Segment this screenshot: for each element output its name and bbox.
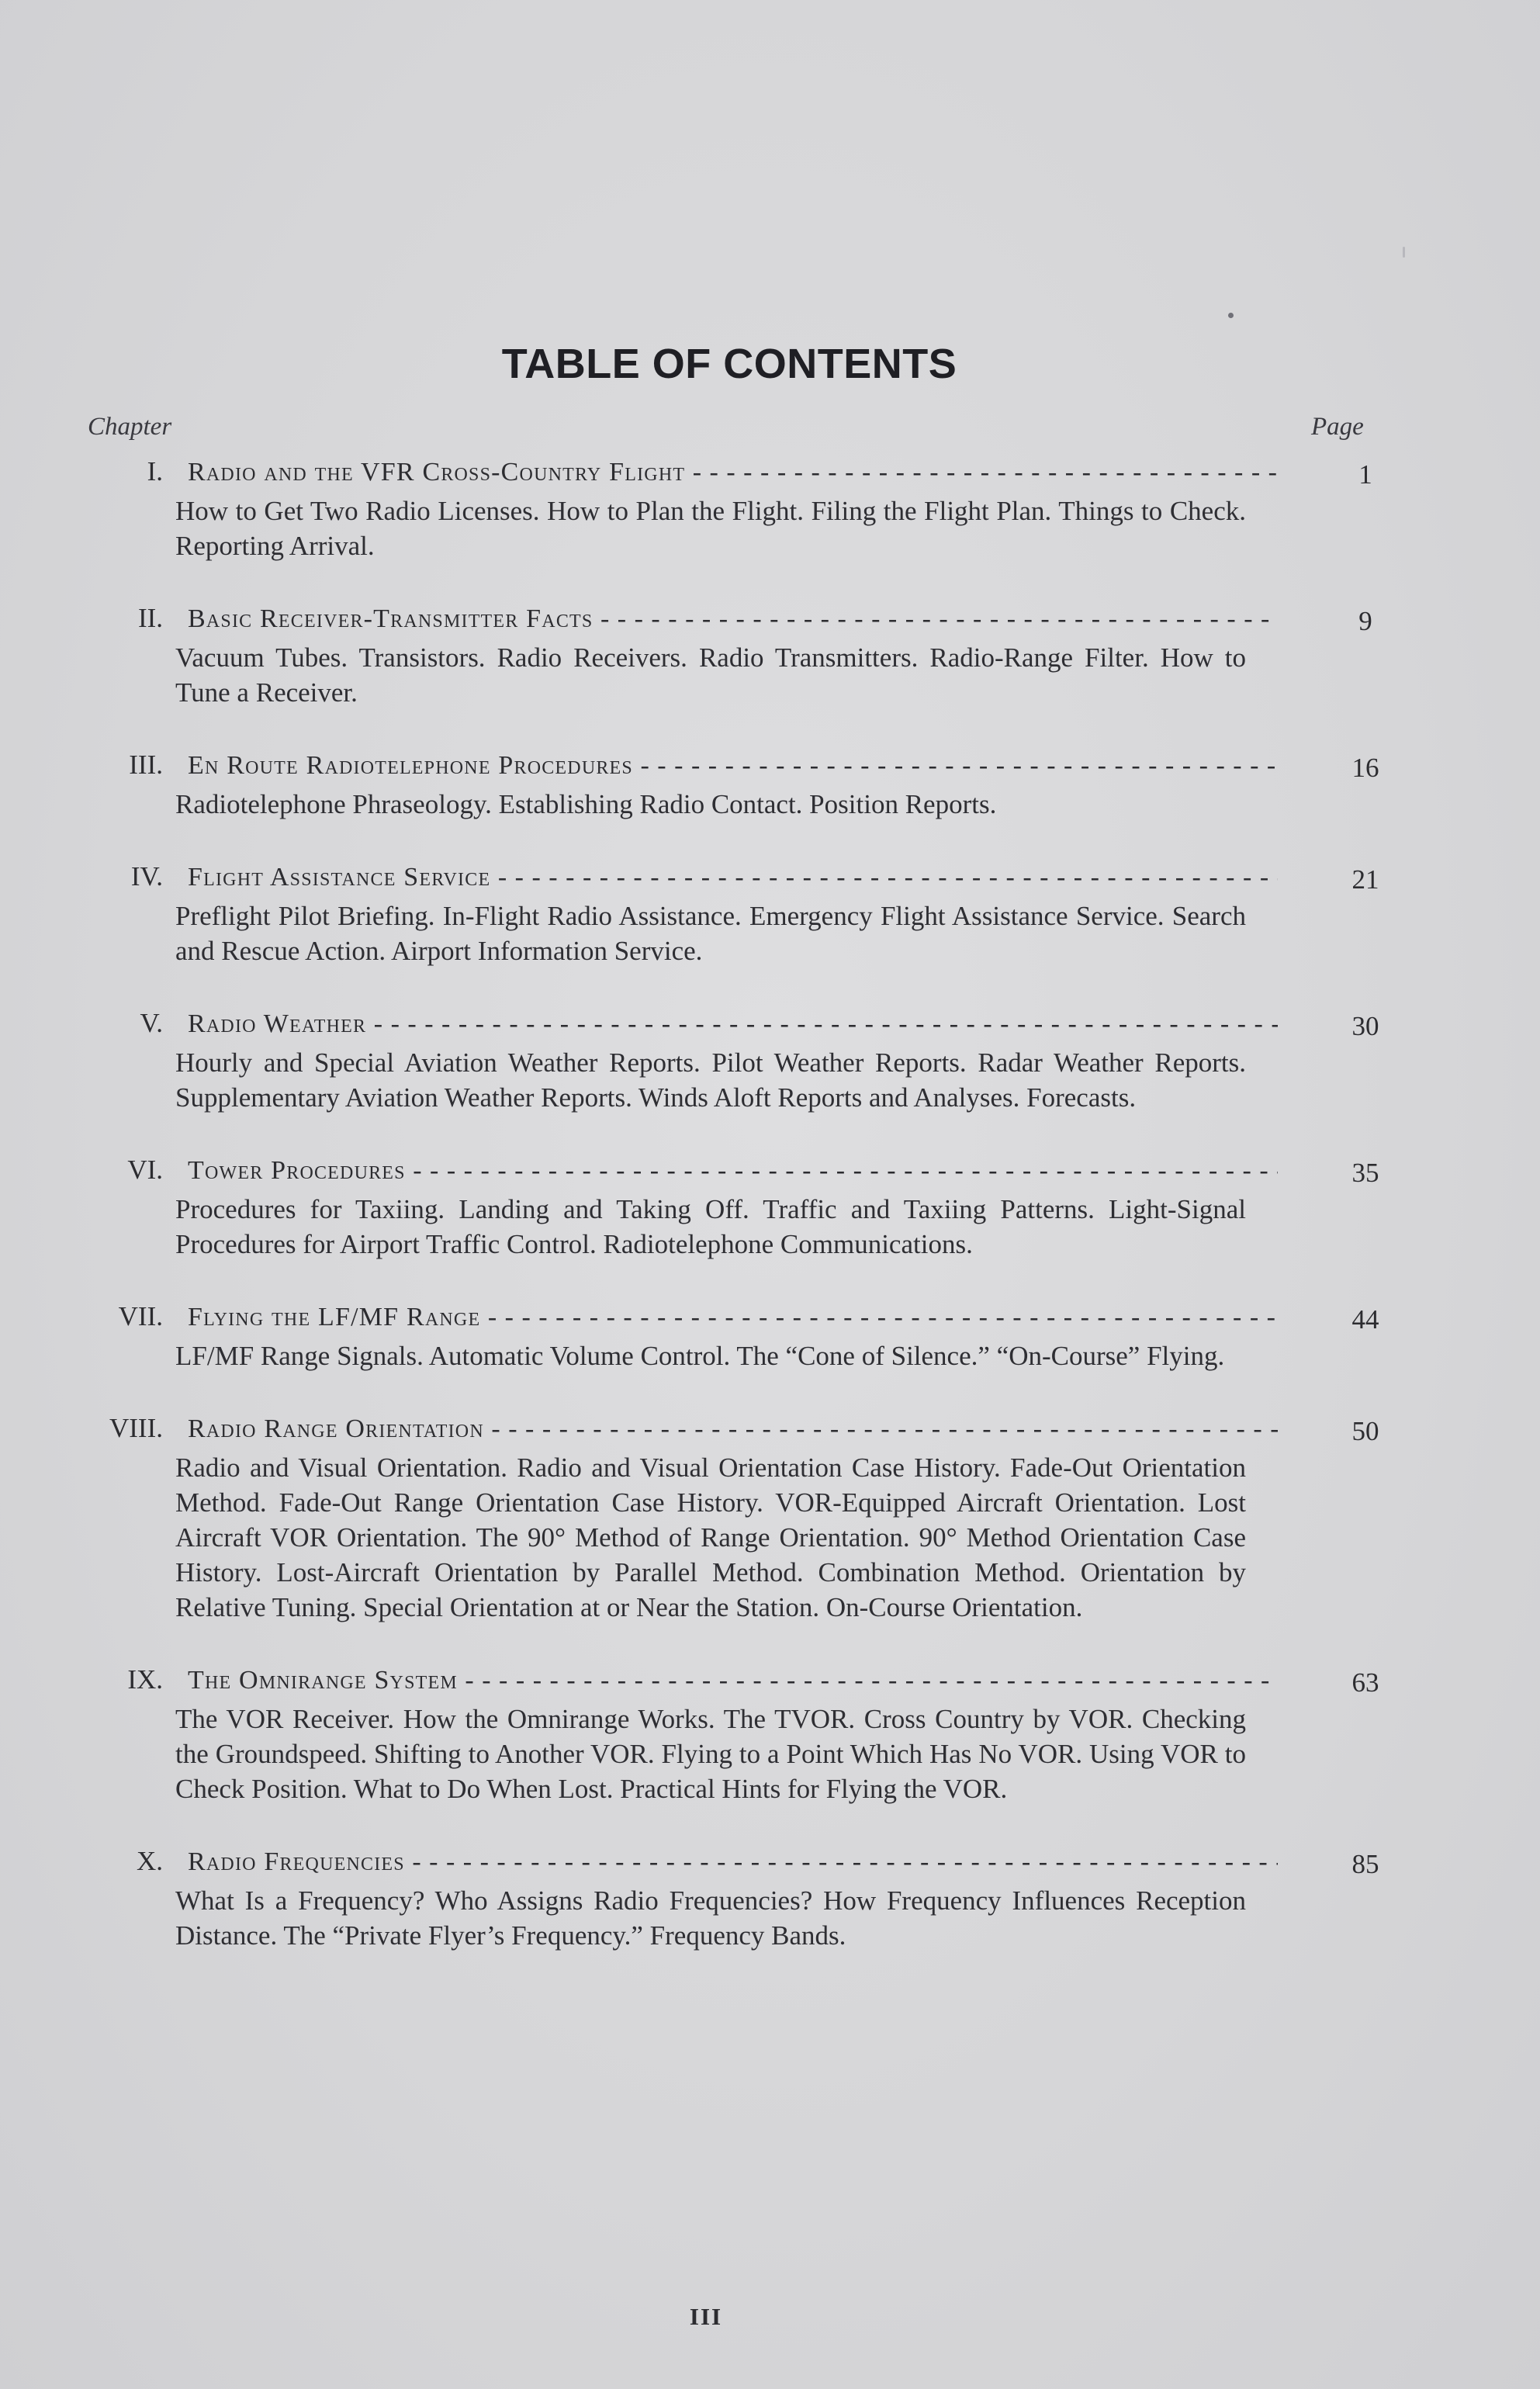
chapter-description: Procedures for Taxiing. Landing and Taking Off. Traffic and Taxiing Patterns. Light-Signal Procedures for Airport Traffic Control. Radiotelephone Communications. (175, 1194, 1246, 1259)
paper-speck (1403, 247, 1405, 258)
chapter-numeral: VIII. (109, 1413, 163, 1443)
chapter-description: Radio and Visual Orientation. Radio and Visual Orientation Case History. Fade-Out Orientation Method. Fade-Out Range Orientation Case History. VOR-Equipped Aircraft Orientation. Lost Aircraft VOR Orientation. The 90° Method of Range Orientation. 90° Method Orientation Case History. Lost-Aircraft Orientation by Parallel Method. Combination Method. Orientation by Relative Tuning. Special Orientation at or Near the Station. On-Course Orientation. (175, 1452, 1246, 1622)
chapter-column-label: Chapter (88, 413, 172, 441)
toc-entry[interactable] (0, 1657, 1540, 1806)
chapter-numeral: X. (136, 1846, 163, 1876)
toc-entry[interactable] (0, 853, 1540, 968)
chapter-title: Basic Receiver-Transmitter Facts - - - (188, 604, 1278, 634)
chapter-title: Tower Procedures - - - (188, 1156, 1278, 1186)
chapter-numeral: I. (147, 456, 163, 486)
chapter-title: En Route Radiotelephone Procedures - - - (188, 751, 1278, 781)
chapter-numeral: VI. (127, 1155, 163, 1185)
toc-entry[interactable] (0, 1147, 1540, 1262)
toc-entry[interactable] (0, 1000, 1540, 1115)
page-number: 9 (1358, 606, 1372, 636)
entry-heading (0, 1293, 1540, 1338)
contents-list (0, 448, 1540, 1953)
entry-heading (0, 448, 1540, 493)
chapter-description: Hourly and Special Aviation Weather Reports. Pilot Weather Reports. Radar Weather Reports. Supplementary Aviation Weather Reports. Winds Aloft Reports and Analyses. Forecasts. (175, 1047, 1246, 1113)
chapter-title: Radio Frequencies - - - (188, 1847, 1278, 1877)
toc-entry[interactable] (0, 1293, 1540, 1373)
entry-heading (0, 1000, 1540, 1045)
chapter-numeral: V. (140, 1008, 163, 1038)
chapter-description: The VOR Receiver. How the Omnirange Works. The TVOR. Cross Country by VOR. Checking the Groundspeed. Shifting to Another VOR. Flying to a Point Which Has No VOR. Using VOR to Check Position. What to Do When Lost. Practical Hints for Flying the VOR. (175, 1704, 1246, 1804)
page-folio: III (689, 2303, 723, 2330)
chapter-title: The Omnirange System - - - (188, 1666, 1278, 1695)
chapter-title: Radio and the VFR Cross-Country Flight - - - (188, 458, 1278, 487)
chapter-title: Radio Weather - - - (188, 1009, 1278, 1039)
page-number: 1 (1358, 459, 1372, 490)
page-column-label: Page (1311, 413, 1364, 441)
paper-speck (1228, 313, 1234, 318)
chapter-description: LF/MF Range Signals. Automatic Volume Control. The “Cone of Silence.” “On-Course” Flying. (175, 1341, 1225, 1371)
chapter-description: What Is a Frequency? Who Assigns Radio Frequencies? How Frequency Influences Reception Distance. The “Private Flyer’s Frequency.” Frequency Bands. (175, 1885, 1246, 1951)
chapter-numeral: IX. (127, 1664, 163, 1695)
entry-heading (0, 853, 1540, 898)
chapter-numeral: III. (129, 750, 163, 780)
entry-heading (0, 1147, 1540, 1192)
chapter-numeral: VII. (118, 1301, 163, 1331)
entry-heading (0, 1838, 1540, 1883)
chapter-description: Radiotelephone Phraseology. Establishing Radio Contact. Position Reports. (175, 789, 997, 819)
entry-heading (0, 1657, 1540, 1702)
entry-heading (0, 595, 1540, 640)
chapter-description: Preflight Pilot Briefing. In-Flight Radio Assistance. Emergency Flight Assistance Service. Search and Rescue Action. Airport Information Service. (175, 901, 1246, 966)
page-number: 30 (1351, 1011, 1379, 1041)
page-number: 21 (1351, 864, 1379, 895)
chapter-title: Radio Range Orientation - - - (188, 1414, 1278, 1444)
page-number: 16 (1351, 753, 1379, 783)
page-number: 35 (1351, 1158, 1379, 1188)
page-number: 50 (1351, 1416, 1379, 1446)
chapter-numeral: II. (137, 603, 163, 633)
chapter-title: Flying the LF/MF Range - - - (188, 1303, 1278, 1332)
chapter-description: How to Get Two Radio Licenses. How to Plan the Flight. Filing the Flight Plan. Things to Check. Reporting Arrival. (175, 496, 1246, 561)
toc-entry[interactable] (0, 1405, 1540, 1625)
entry-heading (0, 742, 1540, 787)
page-title: TABLE OF CONTENTS (501, 341, 957, 387)
entry-heading (0, 1405, 1540, 1450)
page-number: 63 (1351, 1667, 1379, 1698)
page-number: 85 (1351, 1849, 1379, 1879)
toc-entry[interactable] (0, 742, 1540, 822)
toc-entry[interactable] (0, 1838, 1540, 1953)
chapter-description: Vacuum Tubes. Transistors. Radio Receivers. Radio Transmitters. Radio-Range Filter. How to Tune a Receiver. (175, 642, 1246, 708)
chapter-numeral: IV. (130, 861, 163, 892)
toc-entry[interactable] (0, 595, 1540, 710)
chapter-title: Flight Assistance Service - - - (188, 863, 1278, 892)
toc-entry[interactable] (0, 448, 1540, 563)
page-number: 44 (1351, 1304, 1379, 1335)
